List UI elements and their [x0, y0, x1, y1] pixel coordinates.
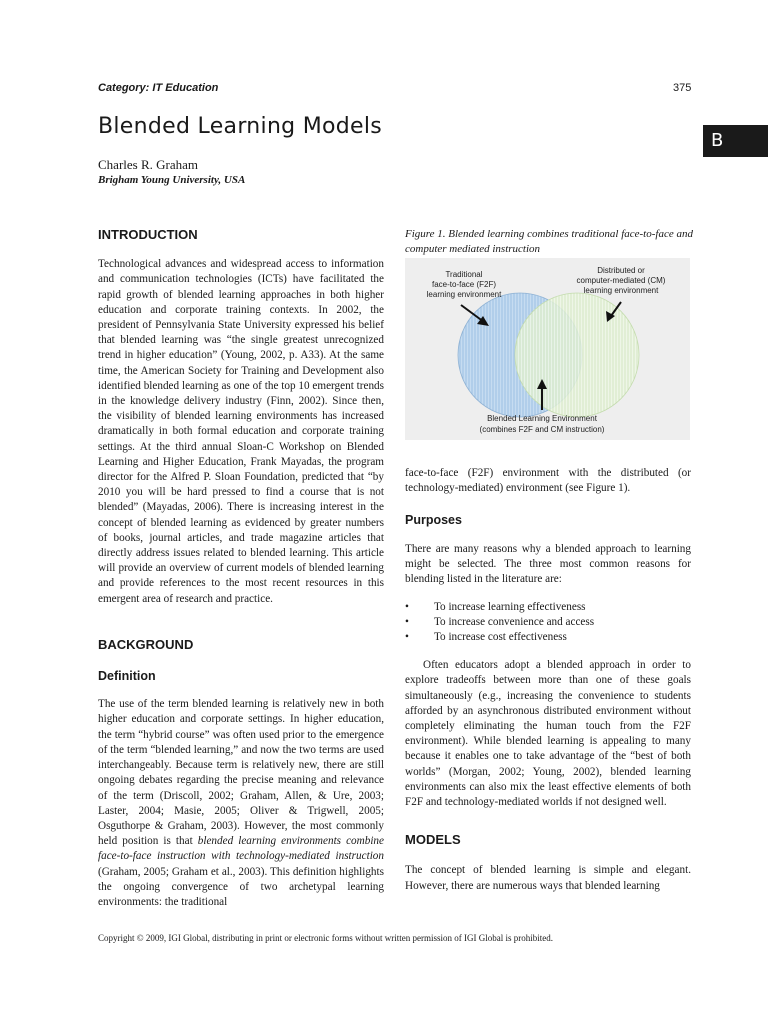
label-bottom-line-1: Blended Learning Environment — [487, 414, 597, 423]
definition-italic-text: blended learning environments combine face-to-face instruction with technology-mediated instruction — [98, 835, 384, 863]
page-number: 375 — [673, 82, 692, 94]
definition-text-2: (Graham, 2005; Graham et al., 2003). This definition highlights the ongoing convergence of two archetypal learning environments: the traditional — [98, 865, 384, 908]
left-column — [98, 227, 384, 910]
purposes-intro: There are many reasons why a blended approach to learning might be selected. The three most common reasons for blending listed in the literature are: — [405, 542, 691, 586]
copyright-footer: Copyright © 2009, IGI Global, distributing in print or electronic forms without written permission of IGI Global is prohibited. — [98, 933, 554, 943]
introduction-body: Technological advances and widespread access to information and communication technologies (ICTs) have facilitated the rapid growth of blended learning approaches in both higher education and corporate training contexts. In 2002, the president of Pennsylvania State University expressed his belief that blended learning was “the single greatest unrecognized trend in higher education” (Young, 2002, p. A33). At the same time, the American Society for Training and Development also identified blended learning as one of the top 10 emergent trends in the knowledge delivery industry (Finn, 2002). Since then, the visibility of blended learning environments has increased dramatically in both formal education and corporate training settings. At the third annual Sloan-C Workshop on Blended Learning and Higher Education, Frank Mayadas, the program director for the Alfred P. Sloan Foundation, predicted that “by 2010 you will be hard pressed to find a course that is not blended” (Mayadas, 2006). There is increasing interest in the concept of blended learning as evidenced by greater numbers of books, journal articles, and trade magazine articles that directly address issues related to blended learning. This article will provide an overview of current models of blended learning and provide references to the most recent resources in this emergent area of research and practice. — [98, 258, 384, 605]
section-tab: B — [703, 125, 768, 157]
purposes-paragraph: Often educators adopt a blended approach in order to explore tradeoffs between more than one of these goals simultaneously (e.g., increasing the convenience to students afforded by an asynchronous distributed environment without completely eliminating the human touch from the F2F environment). While blended learning is appealing to many because it enables one to take advantage of the “best of both worlds” (Morgan, 2002; Young, 2002), blended learning environments can also mix the least effective elements of both F2F and technology-mediated worlds if not designed well. — [405, 659, 691, 809]
label-left-line-1: Traditional — [445, 270, 483, 279]
list-item: • To increase cost effectiveness — [405, 631, 567, 644]
models-body: The concept of blended learning is simple and elegant. However, there are numerous ways that blended learning — [405, 864, 691, 892]
figure-caption: Figure 1. Blended learning combines traditional face-to-face and computer mediated instruction — [405, 228, 693, 255]
introduction-heading: INTRODUCTION — [98, 227, 198, 242]
purposes-heading: Purposes — [405, 513, 462, 528]
definition-heading: Definition — [98, 669, 156, 684]
article-title: Blended Learning Models — [98, 114, 383, 139]
venn-diagram — [405, 258, 690, 440]
definition-body — [98, 697, 384, 910]
definition-text-1: The use of the term blended learning is relatively new in both higher education and corporate settings. In higher education, the term “hybrid course” was often used prior to the emergence of the term “blended learning,” and now the two terms are used interchangeably. Because term is relatively new, there are still ongoing debates regarding the precise meaning and relevance of the term (Driscoll, 2002; Graham, Allen, & Ure, 2003; Laster, 2004; Masie, 2005; Oliver & Trigwell, 2005; Osguthorpe & Graham, 2003). However, the most commonly held position is that — [98, 698, 384, 848]
author-affiliation: Brigham Young University, USA — [98, 174, 246, 186]
bullet-icon: • — [405, 631, 409, 644]
label-right-line-3: learning environment — [583, 286, 659, 295]
bullet-icon: • — [405, 616, 409, 629]
cm-circle — [515, 293, 639, 417]
bullet-icon: • — [405, 601, 409, 614]
background-heading: BACKGROUND — [98, 636, 194, 652]
category-label: Category: IT Education — [98, 82, 219, 94]
list-item: • To increase convenience and access — [405, 616, 595, 629]
purposes-list — [405, 600, 691, 645]
label-left-line-2: face-to-face (F2F) — [431, 280, 497, 289]
label-right-line-2: computer-mediated (CM) — [576, 276, 666, 285]
definition-continuation: face-to-face (F2F) environment with the distributed (or technology-mediated) environment (see Figure 1). — [405, 467, 691, 495]
models-heading: MODELS — [405, 832, 461, 848]
right-column — [405, 466, 691, 894]
label-bottom-line-2: (combines F2F and CM instruction) — [479, 425, 605, 434]
list-item: • To increase learning effectiveness — [405, 601, 586, 614]
author-name: Charles R. Graham — [98, 157, 199, 172]
figure-1 — [405, 258, 690, 440]
label-right-line-1: Distributed or — [597, 266, 645, 275]
label-left-line-3: learning environment — [426, 290, 502, 299]
